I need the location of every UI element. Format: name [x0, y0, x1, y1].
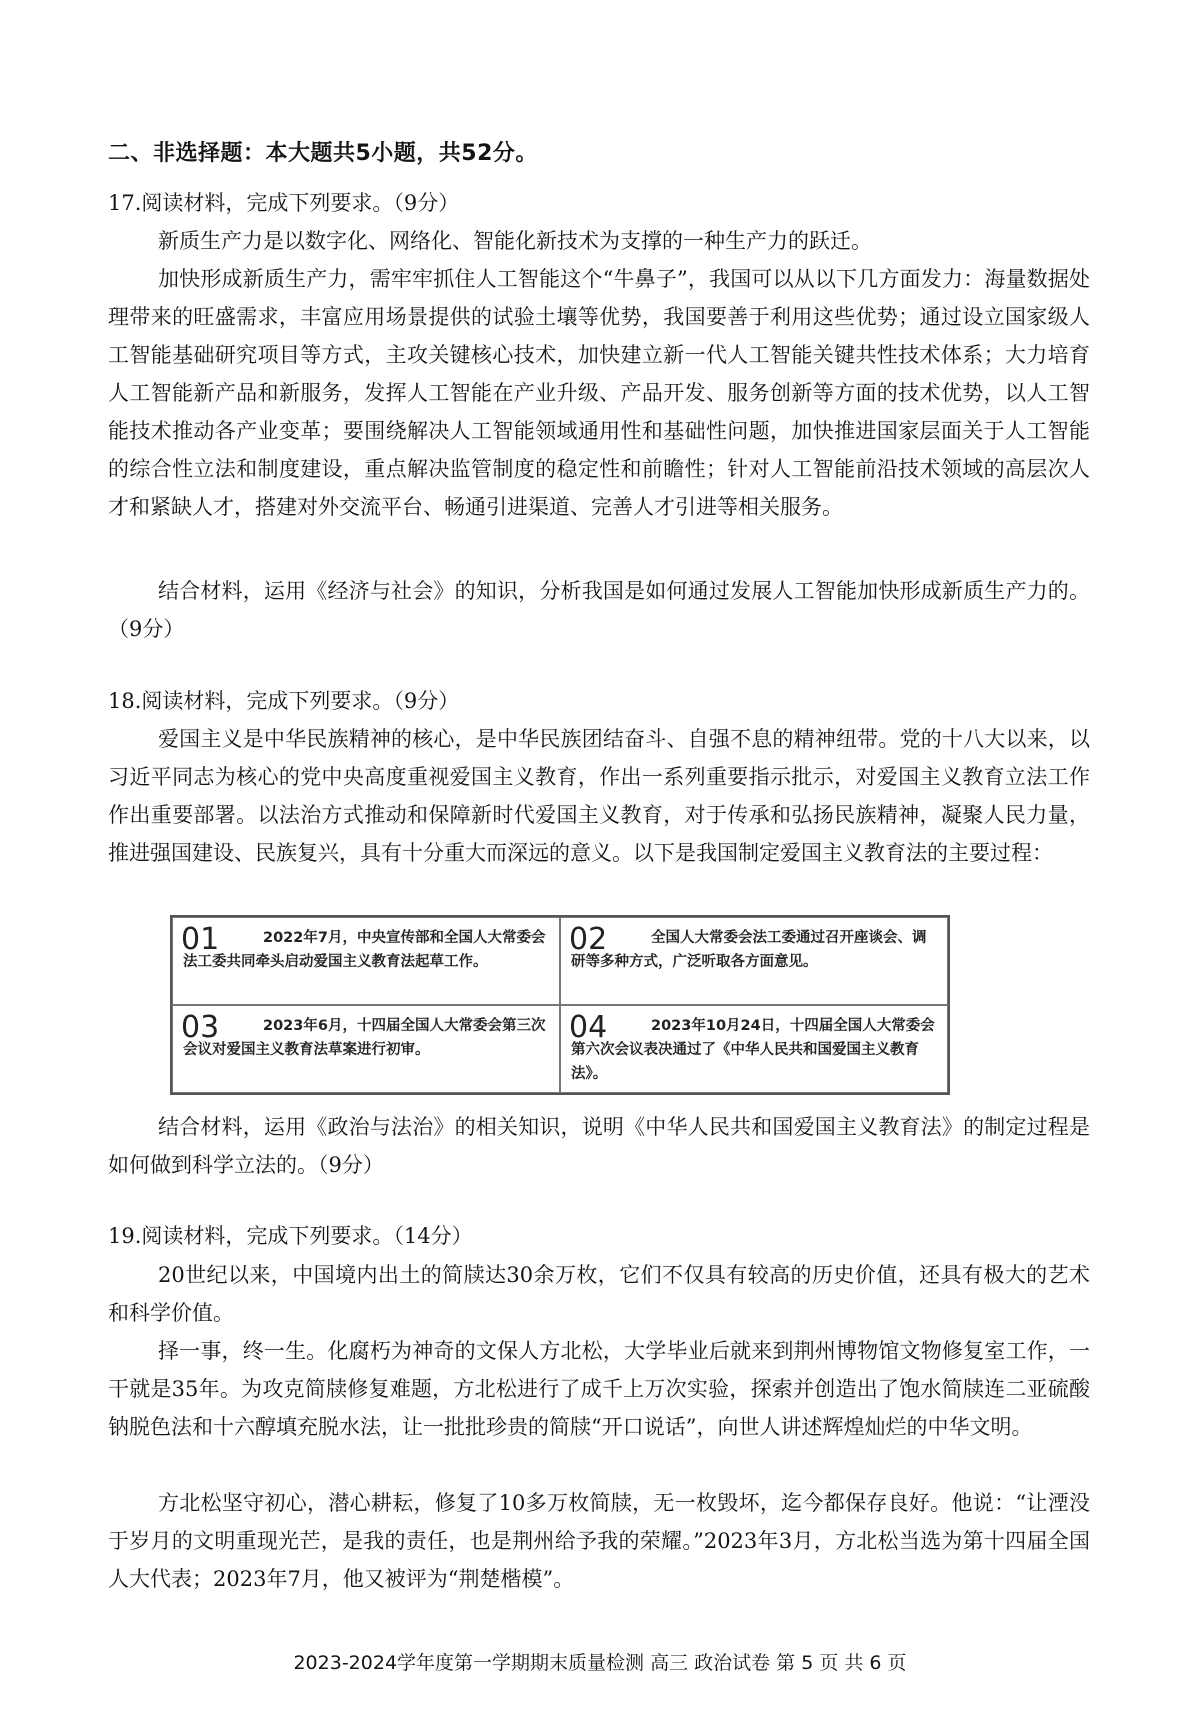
- step-cell: [560, 1005, 948, 1093]
- step-number: 01: [181, 922, 220, 957]
- step-number: 02: [569, 922, 608, 957]
- step-text: 2023年6月，十四届全国人大常委会第三次会议对爱国主义教育法草案进行初审。: [183, 1018, 546, 1058]
- step-number: 04: [569, 1010, 608, 1045]
- step-number: 03: [181, 1010, 220, 1045]
- step-cell: [172, 1005, 560, 1093]
- step-text: 2023年10月24日，十四届全国人大常委会第六次会议表决通过了《中华人民共和国爱国主义教育法》。: [571, 1018, 935, 1082]
- q19-paragraph-1: 20世纪以来，中国境内出土的简牍达30余万枚，它们不仅具有较高的历史价值，还具有极大的艺术和科学价值。: [108, 1263, 1090, 1325]
- q17-heading: 17.阅读材料，完成下列要求。（9分）: [108, 191, 460, 215]
- q18-heading: 18.阅读材料，完成下列要求。（9分）: [108, 689, 460, 713]
- q17-question: 结合材料，运用《经济与社会》的知识，分析我国是如何通过发展人工智能加快形成新质生产力的。（9分）: [108, 579, 1090, 641]
- step-cell: [560, 917, 948, 1005]
- q18-question: 结合材料，运用《政治与法治》的相关知识，说明《中华人民共和国爱国主义教育法》的制定过程是如何做到科学立法的。（9分）: [108, 1115, 1090, 1177]
- q19-paragraph-2: 择一事，终一生。化腐朽为神奇的文保人方北松，大学毕业后就来到荆州博物馆文物修复室工作，一干就是35年。为攻克简牍修复难题，方北松进行了成千上万次实验，探索并创造出了饱水简牍连二亚硫酸钠脱色法和十六醇填充脱水法，让一批批珍贵的简牍“开口说话”，向世人讲述辉煌灿烂的中华文明。: [108, 1339, 1090, 1439]
- page-footer: 2023-2024学年度第一学期期末质量检测 高三 政治试卷 第 5 页 共 6 页: [293, 1652, 907, 1674]
- step-cell: [172, 917, 560, 1005]
- q17-paragraph-1: 新质生产力是以数字化、网络化、智能化新技术为支撑的一种生产力的跃迁。: [158, 229, 872, 253]
- q19-paragraph-3: 方北松坚守初心，潜心耕耘，修复了10多万枚简牍，无一枚毁坏，迄今都保存良好。他说：“让湮没于岁月的文明重现光芒，是我的责任，也是荆州给予我的荣耀。”2023年3月，方北松当选为第十四届全国人大代表；2023年7月，他又被评为“荆楚楷模”。: [108, 1491, 1090, 1591]
- q17-paragraph-2: 加快形成新质生产力，需牢牢抓住人工智能这个“牛鼻子”，我国可以从以下几方面发力：海量数据处理带来的旺盛需求，丰富应用场景提供的试验土壤等优势，我国要善于利用这些优势；通过设立国家级人工智能基础研究项目等方式，主攻关键核心技术，加快建立新一代人工智能关键共性技术体系；大力培育人工智能新产品和新服务，发挥人工智能在产业升级、产品开发、服务创新等方面的技术优势，以人工智能技术推动各产业变革；要围绕解决人工智能领域通用性和基础性问题，加快推进国家层面关于人工智能的综合性立法和制度建设，重点解决监管制度的稳定性和前瞻性；针对人工智能前沿技术领域的高层次人才和紧缺人才，搭建对外交流平台、畅通引进渠道、完善人才引进等相关服务。: [108, 267, 1090, 519]
- q19-heading: 19.阅读材料，完成下列要求。（14分）: [108, 1224, 473, 1248]
- section-title: 二、非选择题：本大题共5小题，共52分。: [108, 141, 538, 166]
- legislation-steps-table: [170, 915, 950, 1095]
- step-text: 2022年7月，中央宣传部和全国人大常委会法工委共同牵头启动爱国主义教育法起草工作。: [183, 930, 546, 970]
- step-text: 全国人大常委会法工委通过召开座谈会、调研等多种方式，广泛听取各方面意见。: [571, 930, 927, 970]
- q18-paragraph-1: 爱国主义是中华民族精神的核心，是中华民族团结奋斗、自强不息的精神纽带。党的十八大以来，以习近平同志为核心的党中央高度重视爱国主义教育，作出一系列重要指示批示，对爱国主义教育立法工作作出重要部署。以法治方式推动和保障新时代爱国主义教育，对于传承和弘扬民族精神，凝聚人民力量，推进强国建设、民族复兴，具有十分重大而深远的意义。以下是我国制定爱国主义教育法的主要过程：: [108, 727, 1090, 865]
